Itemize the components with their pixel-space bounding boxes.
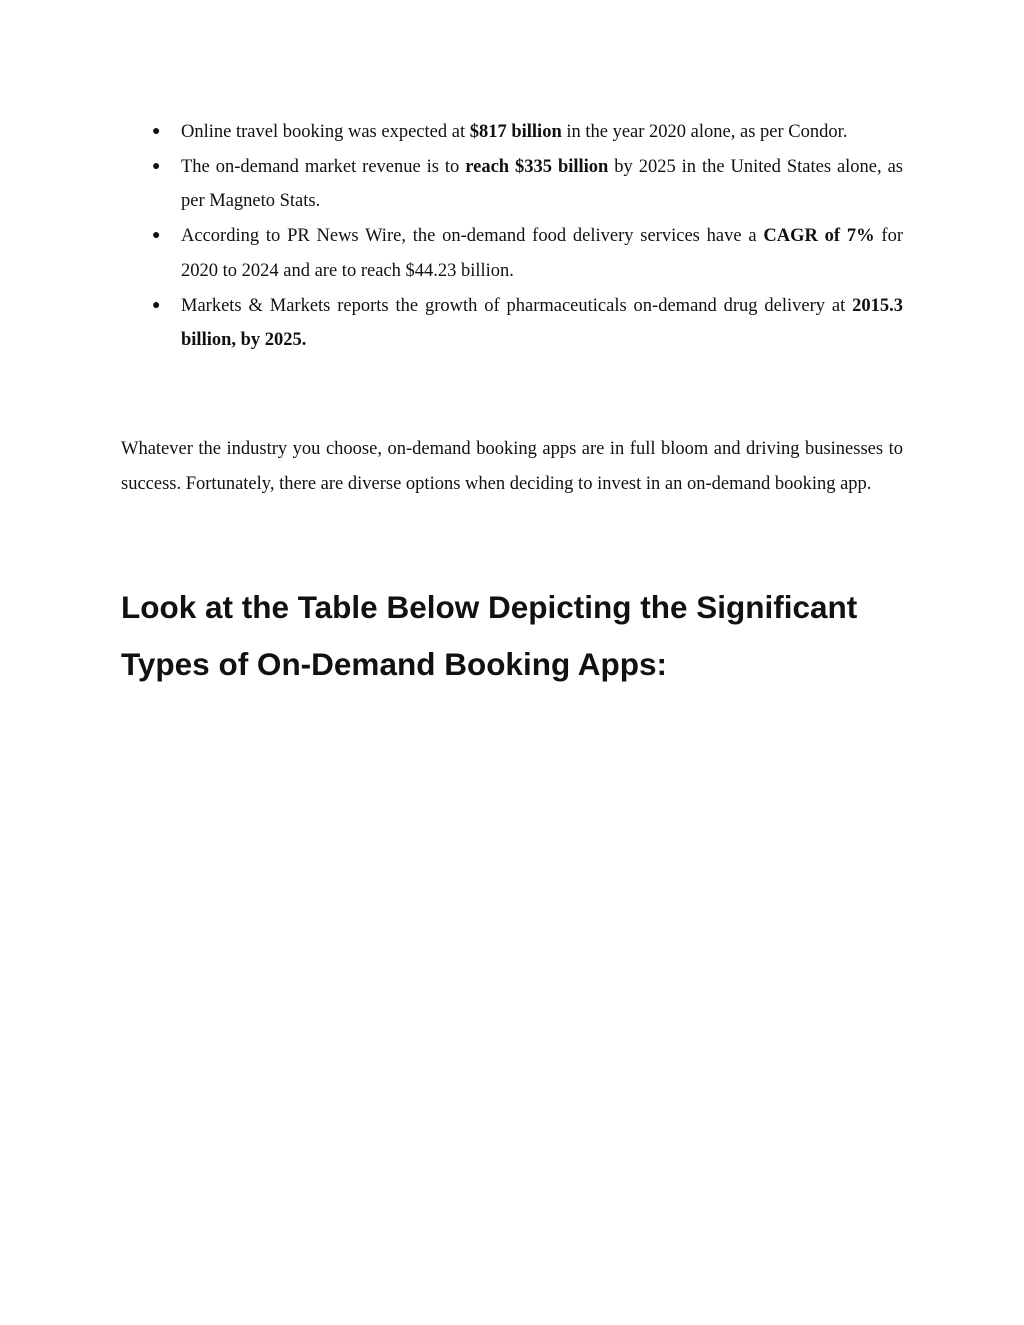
section-heading: Look at the Table Below Depicting the Significant Types of On-Demand Booking Apps: [121,589,858,683]
bullet-item-market-revenue: ● The on-demand market revenue is to reach $335 billion by 2025 in the United States alone, as per Magneto Stats. [121,150,903,219]
body-paragraph: Whatever the industry you choose, on-demand booking apps are in full bloom and driving businesses to success. Fortunately, there are diverse options when deciding to invest in an on-demand booking app. [121,438,903,494]
bullet-item-food-delivery: ● According to PR News Wire, the on-demand food delivery services have a CAGR of 7% for 2020 to 2024 and are to reach $44.23 billion. [121,219,903,288]
bullet-dot-icon: ● [152,124,161,139]
page-content [121,115,903,693]
bullet-dot-icon: ● [152,228,161,244]
bullet-item-drug-delivery: ● Markets & Markets reports the growth of pharmaceuticals on-demand drug delivery at 2015.3 billion, by 2025. [121,289,903,358]
bullet-item-travel: ● Online travel booking was expected at $817 billion in the year 2020 alone, as per Condor. [121,115,903,150]
statistics-bullet-list [121,115,903,358]
bullet-dot-icon: ● [152,297,161,313]
bullet-dot-icon: ● [152,158,161,174]
